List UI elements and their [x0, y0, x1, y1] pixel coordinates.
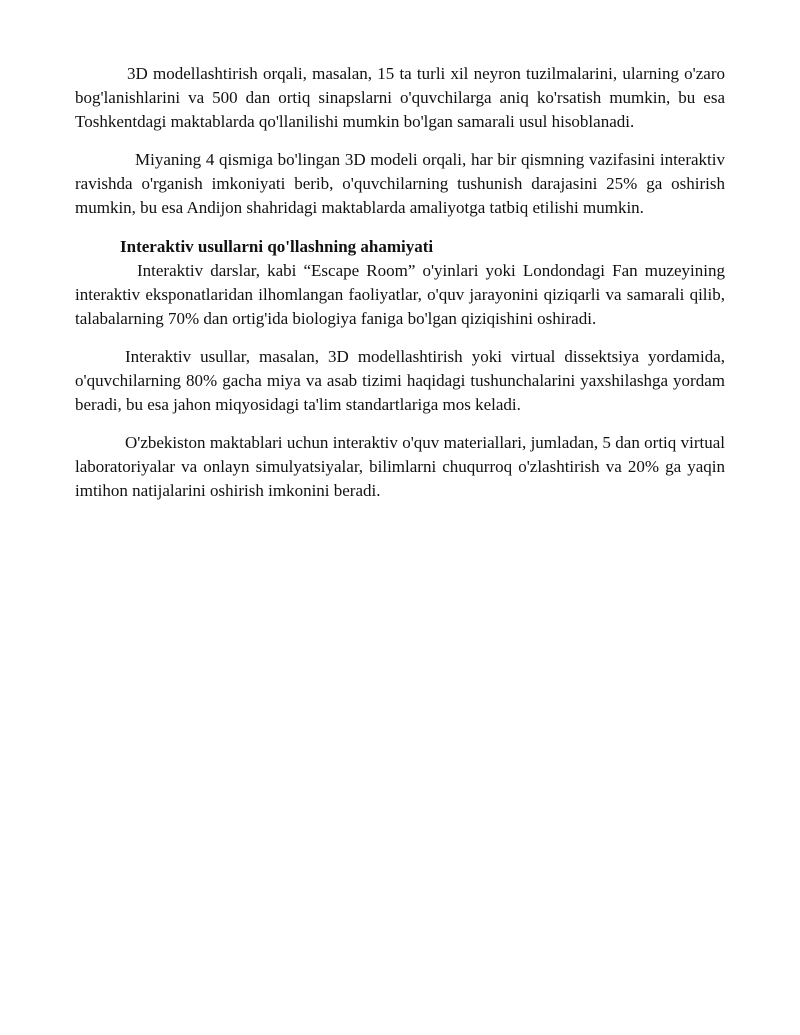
paragraph-interactive-methods: Interaktiv usullar, masalan, 3D modellashtirish yoki virtual dissektsiya yordamida, o'quvchilarning 80% gacha miya va asab tizimi haqidagi tushunchalarini yaxshilashga yordam beradi, bu esa jahon miqyosidagi ta'lim standartlariga mos keladi. — [75, 347, 725, 414]
paragraph-interactive-lessons: Interaktiv darslar, kabi “Escape Room” o'yinlari yoki Londondagi Fan muzeyining interaktiv eksponatlaridan ilhomlangan faoliyatlar, o'quv jarayonini qiziqarli va samarali qilib, talabalarning 70% dan ortig'ida biologiya faniga bo'lgan qiziqishini oshiradi. — [75, 261, 725, 328]
paragraph-3d-neuron-structures: 3D modellashtirish orqali, masalan, 15 ta turli xil neyron tuzilmalarini, ularning o'zaro bog'lanishlarini va 500 dan ortiq sinapslarni o'quvchilarga aniq ko'rsatish mumkin, bu esa Toshkentdagi maktablarda qo'llanilishi mumkin bo'lgan samarali usul hisoblanadi. — [75, 64, 725, 131]
section-heading: Interaktiv usullarni qo'llashning ahamiyati — [120, 237, 434, 256]
paragraph-uzbekistan-schools: O'zbekiston maktablari uchun interaktiv o'quv materiallari, jumladan, 5 dan ortiq virtual laboratoriyalar va onlayn simulyatsiyalar, bilimlarni chuqurroq o'zlashtirish va 20% ga yaqin imtihon natijalarini oshirish imkonini beradi. — [75, 433, 725, 500]
document-body — [75, 62, 725, 503]
paragraph-brain-model-parts: Miyaning 4 qismiga bo'lingan 3D modeli orqali, har bir qismning vazifasini interaktiv ravishda o'rganish imkoniyati berib, o'quvchilarning tushunish darajasini 25% ga oshirish mumkin, bu esa Andijon shahridagi maktablarda amaliyotga tatbiq etilishi mumkin. — [75, 150, 725, 217]
